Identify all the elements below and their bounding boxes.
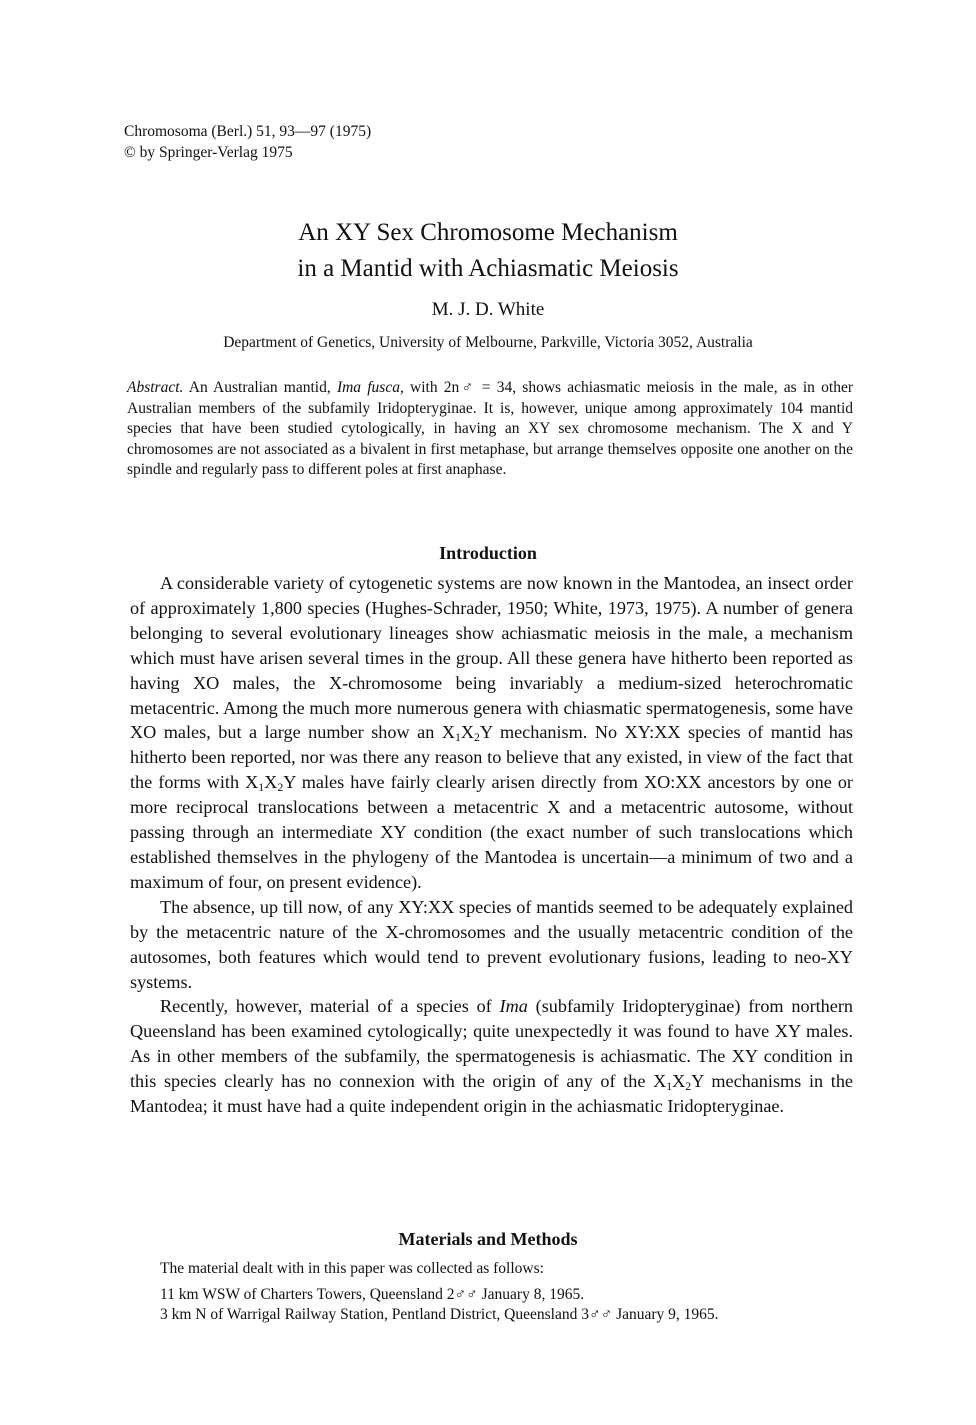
intro-p3-text-c: mechanisms in the Mantodea; it must have had a quite independent origin in the achiasmatic Iridopteryginae. xyxy=(130,1071,853,1117)
title-line-1: An XY Sex Chromosome Mechanism xyxy=(298,219,678,246)
methods-heading: Materials and Methods xyxy=(398,1229,578,1249)
intro-p3-text-b: (subfamily Iridopteryginae) from northern Queensland has been examined cytologically; quite unexpectedly it was found to have XY males. As in other members of the subfamily, the spermatogenesis is achiasmatic. The XY condition in this species clearly has no connexion with the origin of any of the xyxy=(130,996,853,1092)
journal-citation: Chromosoma (Berl.) 51, 93—97 (1975) xyxy=(124,123,372,140)
intro-p1-text-a: A considerable variety of cytogenetic systems are now known in the Mantodea, an insect order of approximately 1,800 species (Hughes-Schrader, 1950; White, 1973, 1975). A number of genera belonging to several evolutionary lineages show achiasmatic meiosis in the male, a mechanism which must have arisen several times in the group. All these genera have hitherto been reported as having XO males, the X-chromosome being invariably a medium-sized heterochromatic metacentric. Among the much more numerous genera with chiasmatic spermatogenesis, some have XO males, but a large number show an xyxy=(130,573,853,743)
collection-record-2: 3 km N of Warrigal Railway Station, Pentland District, Queensland 3♂♂ January 9, 1965. xyxy=(160,1306,719,1323)
introduction-body xyxy=(130,571,853,1119)
formula-x1x2y: $X_1X_2Y$ xyxy=(245,772,296,795)
methods-intro: The material dealt with in this paper was collected as follows: xyxy=(160,1260,544,1277)
formula-x1x2y: $X_1X_2Y$ xyxy=(441,722,493,745)
intro-p1-text-c: males have fairly clearly arisen directly from XO:XX ancestors by one or more reciprocal translocations between a metacentric X and a metacentric autosome, without passing through an intermediate XY condition (the exact number of such translocations which established themselves in the phylogeny of the Mantodea is uncertain—a minimum of two and a maximum of four, on present evidence). xyxy=(130,772,853,892)
genus-name: Ima xyxy=(499,996,528,1017)
introduction-heading: Introduction xyxy=(439,543,537,563)
collection-record-1: 11 km WSW of Charters Towers, Queensland 2♂♂ January 8, 1965. xyxy=(160,1286,585,1303)
abstract-text-1: An Australian mantid, xyxy=(183,379,337,396)
intro-paragraph-2: The absence, up till now, of any XY:XX species of mantids seemed to be adequately explained by the metacentric nature of the X-chromosomes and the usually metacentric condition of the autosomes, both features which would tend to prevent evolutionary fusions, leading to neo-XY systems. xyxy=(130,896,853,992)
intro-paragraph-1 xyxy=(130,571,853,895)
author-affiliation: Department of Genetics, University of Melbourne, Parkville, Victoria 3052, Australia xyxy=(223,334,753,351)
author-name: M. J. D. White xyxy=(431,299,545,320)
methods-body xyxy=(130,1259,853,1325)
formula-x1x2y: $X_1X_2Y$ xyxy=(653,1071,704,1094)
paper-title xyxy=(0,215,976,287)
abstract-text-2: , with 2n♂ = 34, shows achiasmatic meiosis in the male, as in other Australian members of the subfamily Iridopteryginae. It is, however, unique among approximately 104 mantid species that have been studied cytologically, in having an XY sex chromosome mechanism. The X and Y chromosomes are not associated as a bivalent in first metaphase, but arrange themselves opposite one another on the spindle and regularly pass to different poles at first anaphase. xyxy=(127,379,853,478)
abstract-label: Abstract. xyxy=(127,379,184,396)
journal-header xyxy=(124,121,371,163)
abstract-species: Ima fusca xyxy=(336,379,400,396)
copyright-line: © by Springer-Verlag 1975 xyxy=(124,144,293,161)
title-line-2: in a Mantid with Achiasmatic Meiosis xyxy=(297,255,679,282)
abstract xyxy=(127,378,853,481)
intro-p3-text-a: Recently, however, material of a species of xyxy=(160,996,500,1017)
intro-paragraph-3 xyxy=(130,994,853,1119)
intro-p1-text-b: mechanism. No XY:XX species of mantid has hitherto been reported, nor was there any reason to believe that any existed, in view of the fact that the forms with xyxy=(130,722,853,793)
